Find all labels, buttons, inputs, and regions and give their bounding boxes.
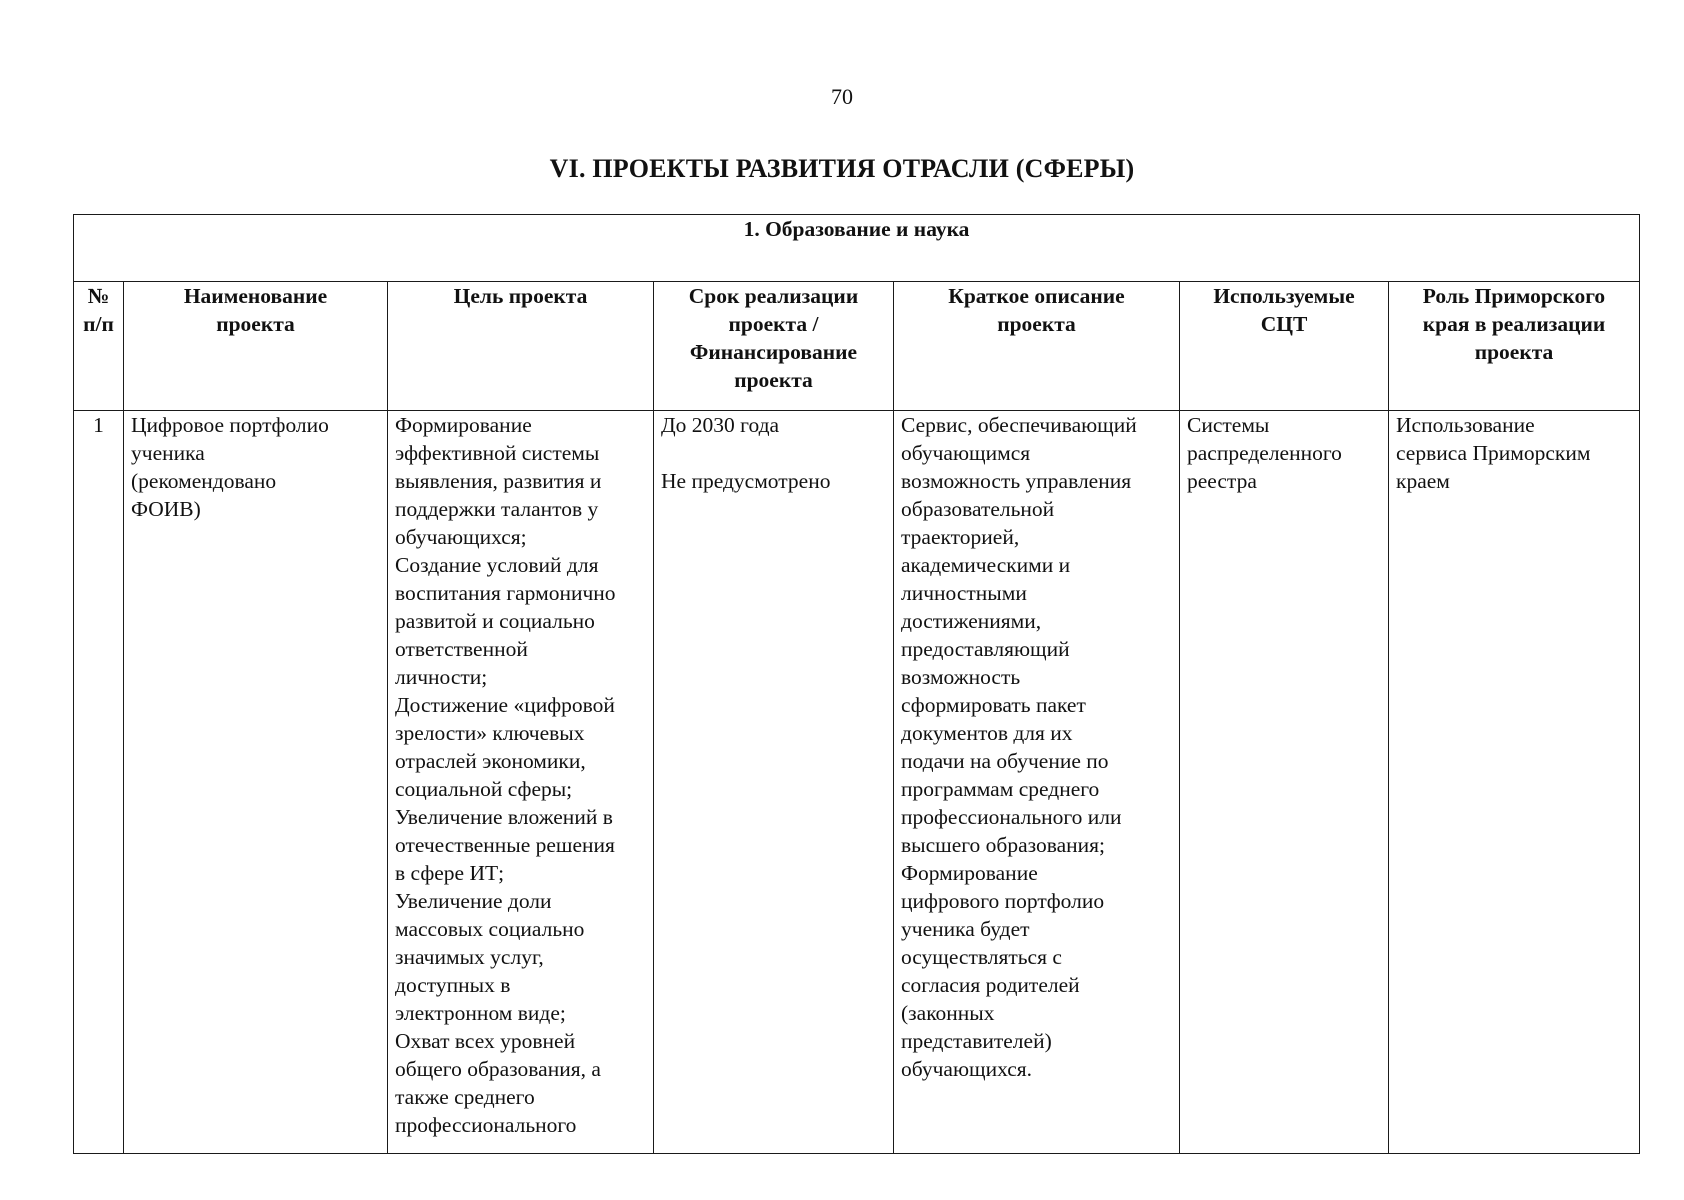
cell-region-role: Использование сервиса Приморским краем	[1389, 411, 1640, 1154]
cell-number: 1	[74, 411, 124, 1154]
column-header-goal	[388, 282, 654, 411]
table-header-row	[74, 282, 1640, 411]
column-header-goal-text: Цель проекта	[453, 284, 588, 308]
cell-project-goal: Формирование эффективной системы выявления, развития и поддержки талантов у обучающихся; Создание условий для воспитания гармонично развитой и социально ответственной личности; Достижение «цифровой зрелости» ключевых отраслей экономики, социальной сферы; Увеличение вложений в отечественные решения в сфере ИТ; Увеличение доли массовых социально значимых услуг, доступных в электронном виде; Охват всех уровней общего образования, а также среднего профессионального	[388, 411, 654, 1154]
column-header-name	[124, 282, 388, 411]
table-subheader-row	[74, 215, 1640, 282]
column-header-term-text: Срок реализации проекта / Финансирование проекта	[688, 284, 859, 392]
cell-project-name: Цифровое портфолио ученика (рекомендовано ФОИВ)	[124, 411, 388, 1154]
column-header-name-text: Наименование проекта	[183, 284, 328, 336]
column-header-role-text: Роль Приморского края в реализации проекта	[1422, 284, 1606, 364]
column-header-description	[894, 282, 1180, 411]
column-header-role	[1389, 282, 1640, 411]
column-header-number	[74, 282, 124, 411]
page-number: 70	[831, 84, 853, 109]
table-row	[74, 411, 1640, 1154]
section-title: VI. ПРОЕКТЫ РАЗВИТИЯ ОТРАСЛИ (СФЕРЫ)	[549, 154, 1135, 183]
cell-project-description: Сервис, обеспечивающий обучающимся возможность управления образовательной траекторией, академическими и личностными достижениями, предоставляющий возможность сформировать пакет документов для их подачи на обучение по программам среднего профессионального или высшего образования; Формирование цифрового портфолио ученика будет осуществляться с согласия родителей (законных представителей) обучающихся.	[894, 411, 1180, 1154]
cell-technologies: Системы распределенного реестра	[1180, 411, 1389, 1154]
financing-text: Не предусмотрено	[661, 469, 831, 493]
cell-project-term	[654, 411, 894, 1154]
column-header-number-text: № п/п	[83, 284, 114, 336]
column-header-technologies-text: Используемые СЦТ	[1213, 284, 1355, 336]
column-header-term	[654, 282, 894, 411]
column-header-technologies	[1180, 282, 1389, 411]
column-header-description-text: Краткое описание проекта	[948, 284, 1125, 336]
projects-table	[73, 214, 1640, 1154]
term-gap	[661, 439, 886, 467]
term-text: До 2030 года	[661, 413, 780, 437]
table-subheader: 1. Образование и наука	[74, 215, 1640, 282]
